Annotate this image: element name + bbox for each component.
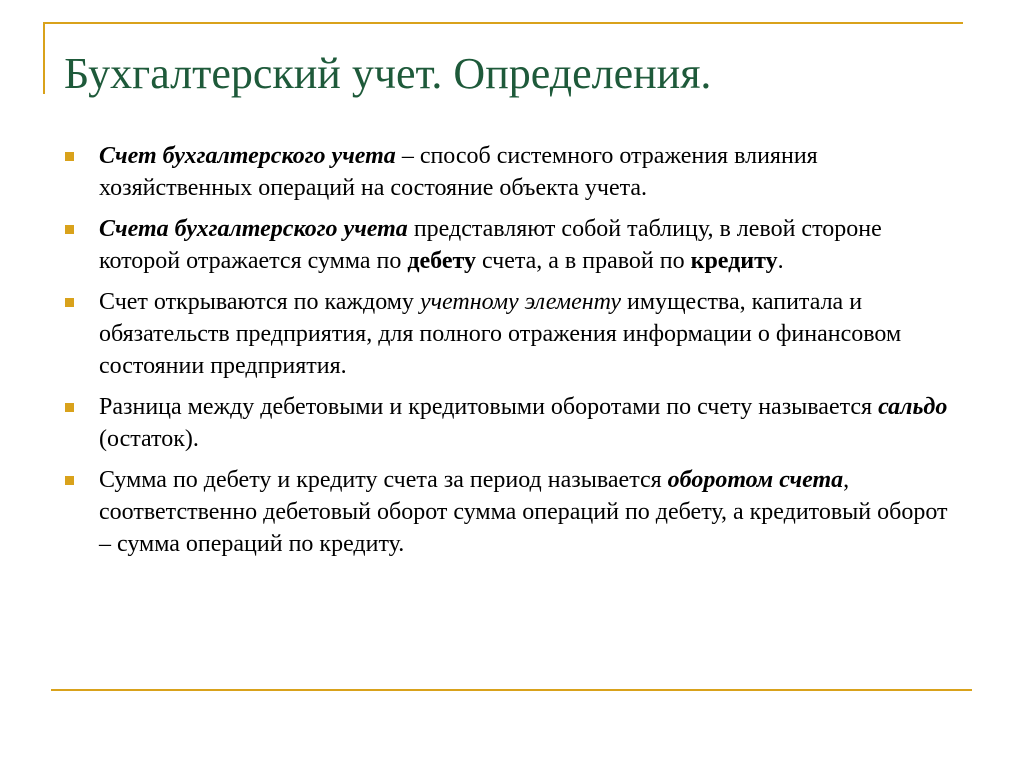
list-item [64, 213, 964, 277]
term: учетному элементу [419, 289, 622, 315]
definition-text: , соответственно дебетовый оборот сумма операций по дебету, а кредитовый оборот [99, 467, 948, 525]
definition-text: Разница между дебетовыми и кредитовыми оборотами по счету называется [99, 394, 879, 420]
definition-text: (остаток). [99, 426, 199, 452]
list-item [64, 391, 964, 455]
definition-text: представляют собой таблицу, в левой стороне которой отражается сумма по [99, 216, 882, 274]
definition-text: Сумма по дебету и кредиту счета за период называется [99, 467, 668, 493]
definition-text: счета, а в правой по [475, 248, 691, 274]
frame-top-line [43, 22, 963, 24]
square-bullet-icon [65, 225, 74, 234]
square-bullet-icon [65, 152, 74, 161]
square-bullet-icon [65, 403, 74, 412]
square-bullet-icon [65, 476, 74, 485]
list-item [64, 286, 964, 382]
list-item [64, 464, 964, 560]
square-bullet-icon [65, 298, 74, 307]
dash: – [99, 531, 111, 557]
frame-bottom-line [51, 689, 972, 691]
definition-text: Счет открываются по каждому [99, 289, 420, 315]
frame-left-line [43, 22, 45, 94]
dash: – [395, 143, 414, 169]
definition-text: способ системного отражения влияния хозяйственных операций на состояние объекта учета. [99, 143, 818, 201]
term: Счета бухгалтерского учета [99, 216, 408, 242]
definition-text: сумма операций по кредиту. [111, 531, 405, 557]
period: . [777, 248, 784, 274]
definition-text: имущества, капитала и обязательств предприятия, для полного отражения информации о финансовом состоянии предприятия. [99, 289, 902, 379]
slide-title: Бухгалтерский учет. Определения. [64, 49, 712, 98]
definitions-list [64, 140, 964, 560]
term: оборотом счета [667, 467, 844, 493]
term: Счет бухгалтерского учета [99, 143, 396, 169]
term: сальдо [878, 394, 948, 420]
credit-term: кредиту [690, 248, 778, 274]
debit-term: дебету [407, 248, 476, 274]
list-item [64, 140, 964, 204]
